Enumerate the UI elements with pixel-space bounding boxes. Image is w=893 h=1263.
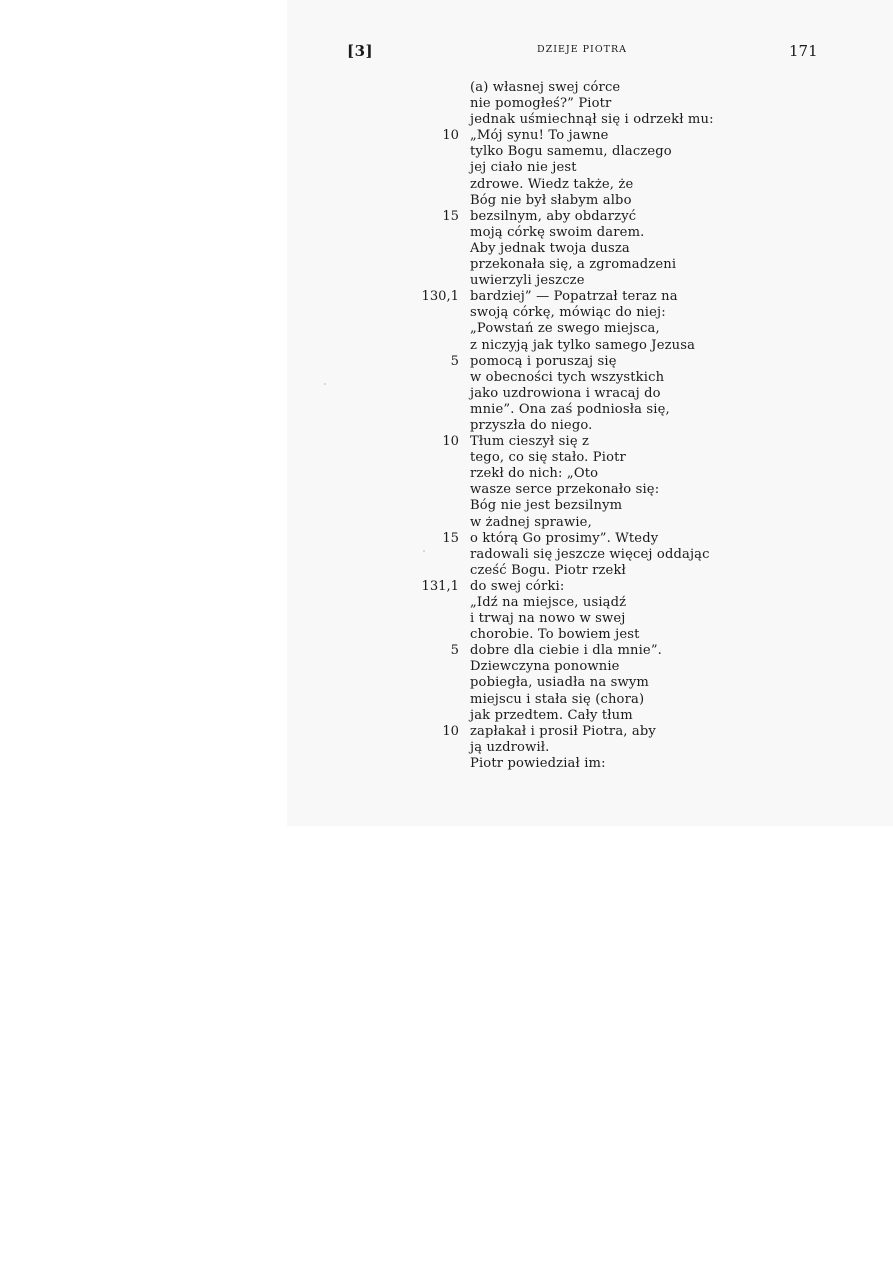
text-line	[0, 305, 893, 321]
line-number: 5	[450, 643, 459, 659]
text-line	[0, 225, 893, 241]
line-number: 10	[442, 128, 459, 144]
line-text: zdrowe. Wiedz także, że	[470, 176, 634, 192]
text-line	[0, 563, 893, 579]
text-line	[0, 708, 893, 724]
text-line	[0, 434, 893, 450]
scan-speck	[324, 383, 326, 385]
text-line	[0, 321, 893, 337]
line-text: tego, co się stało. Piotr	[470, 450, 626, 466]
text-line	[0, 144, 893, 160]
line-text: Tłum cieszył się z	[470, 434, 590, 450]
line-text: (a) własnej swej córce	[470, 80, 621, 95]
text-line	[0, 193, 893, 209]
line-text: o którą Go prosimy”. Wtedy	[470, 530, 659, 546]
line-text: rzekł do nich: „Oto	[470, 466, 599, 482]
text-line	[0, 241, 893, 257]
line-text: ją uzdrowił.	[470, 739, 550, 755]
line-number: 10	[442, 434, 459, 450]
line-text: cześć Bogu. Piotr rzekł	[470, 562, 626, 578]
text-line	[0, 80, 893, 96]
line-text: Bóg nie był słabym albo	[470, 192, 632, 208]
text-line	[0, 659, 893, 675]
line-text: wasze serce przekonało się:	[470, 482, 660, 498]
line-text: w żadnej sprawie,	[470, 514, 592, 530]
line-text: jej ciało nie jest	[470, 160, 577, 176]
line-text: nie pomogłeś?” Piotr	[470, 96, 612, 112]
text-line	[0, 627, 893, 643]
text-line	[0, 128, 893, 144]
text-line	[0, 354, 893, 370]
line-text: z niczyją jak tylko samego Jezusa	[470, 337, 696, 353]
page-number: 171	[789, 42, 818, 60]
line-text: „Mój synu! To jawne	[470, 128, 609, 144]
line-text: jak przedtem. Cały tłum	[470, 707, 633, 723]
scan-speck	[423, 550, 425, 552]
line-number: 15	[442, 530, 459, 546]
line-text: Aby jednak twoja dusza	[470, 240, 630, 256]
line-text: zapłakał i prosił Piotra, aby	[470, 723, 656, 739]
text-line	[0, 756, 893, 772]
text-line	[0, 112, 893, 128]
line-text: pomocą i poruszaj się	[470, 353, 617, 369]
line-text: bardziej” — Popatrzał teraz na	[470, 289, 678, 305]
text-line	[0, 466, 893, 482]
text-line	[0, 675, 893, 691]
text-line	[0, 643, 893, 659]
line-text: dobre dla ciebie i dla mnie”.	[470, 643, 662, 659]
line-text: i trwaj na nowo w swej	[470, 611, 626, 627]
line-number: 10	[442, 723, 459, 739]
line-text: pobiegła, usiadła na swym	[470, 675, 649, 691]
line-text: chorobie. To bowiem jest	[470, 627, 640, 643]
section-number: [3]	[347, 42, 374, 60]
text-line	[0, 386, 893, 402]
line-number: 5	[450, 353, 459, 369]
line-text: przekonała się, a zgromadzeni	[470, 257, 677, 273]
line-text: w obecności tych wszystkich	[470, 369, 665, 385]
line-text: mnie”. Ona zaś podniosła się,	[470, 401, 670, 417]
text-line	[0, 531, 893, 547]
text-line	[0, 418, 893, 434]
line-text: „Powstań ze swego miejsca,	[470, 321, 660, 337]
text-line	[0, 273, 893, 289]
line-text: do swej córki:	[470, 578, 565, 594]
line-number: 130,1	[421, 289, 459, 305]
line-text: miejscu i stała się (chora)	[470, 691, 645, 707]
text-line	[0, 740, 893, 756]
text-line	[0, 579, 893, 595]
text-line	[0, 450, 893, 466]
line-text: tylko Bogu samemu, dlaczego	[470, 144, 672, 160]
text-line	[0, 177, 893, 193]
line-text: Piotr powiedział im:	[470, 755, 606, 771]
line-text: radowali się jeszcze więcej oddając	[470, 546, 710, 562]
line-text: moją córkę swoim darem.	[470, 224, 645, 240]
line-number: 131,1	[421, 578, 459, 594]
running-title: DZIEJE PIOTRA	[537, 44, 627, 55]
text-line	[0, 289, 893, 305]
text-line	[0, 257, 893, 273]
text-line	[0, 547, 893, 563]
text-line	[0, 96, 893, 112]
line-text: Bóg nie jest bezsilnym	[470, 498, 623, 514]
text-line	[0, 338, 893, 354]
line-text: Dziewczyna ponownie	[470, 659, 620, 675]
text-line	[0, 209, 893, 225]
line-number: 15	[442, 208, 459, 224]
line-text: swoją córkę, mówiąc do niej:	[470, 305, 666, 321]
line-text: uwierzyli jeszcze	[470, 273, 585, 289]
line-text: bezsilnym, aby obdarzyć	[470, 208, 637, 224]
text-line	[0, 515, 893, 531]
text-line	[0, 724, 893, 740]
text-line	[0, 692, 893, 708]
text-line	[0, 370, 893, 386]
text-line	[0, 482, 893, 498]
text-line	[0, 160, 893, 176]
text-line	[0, 498, 893, 514]
text-line	[0, 402, 893, 418]
text-line	[0, 595, 893, 611]
line-text: jako uzdrowiona i wracaj do	[470, 385, 661, 401]
text-line	[0, 611, 893, 627]
line-text: przyszła do niego.	[470, 417, 593, 433]
line-text: jednak uśmiechnął się i odrzekł mu:	[470, 112, 714, 128]
line-text: „Idź na miejsce, usiądź	[470, 595, 627, 610]
text-body	[0, 80, 893, 772]
